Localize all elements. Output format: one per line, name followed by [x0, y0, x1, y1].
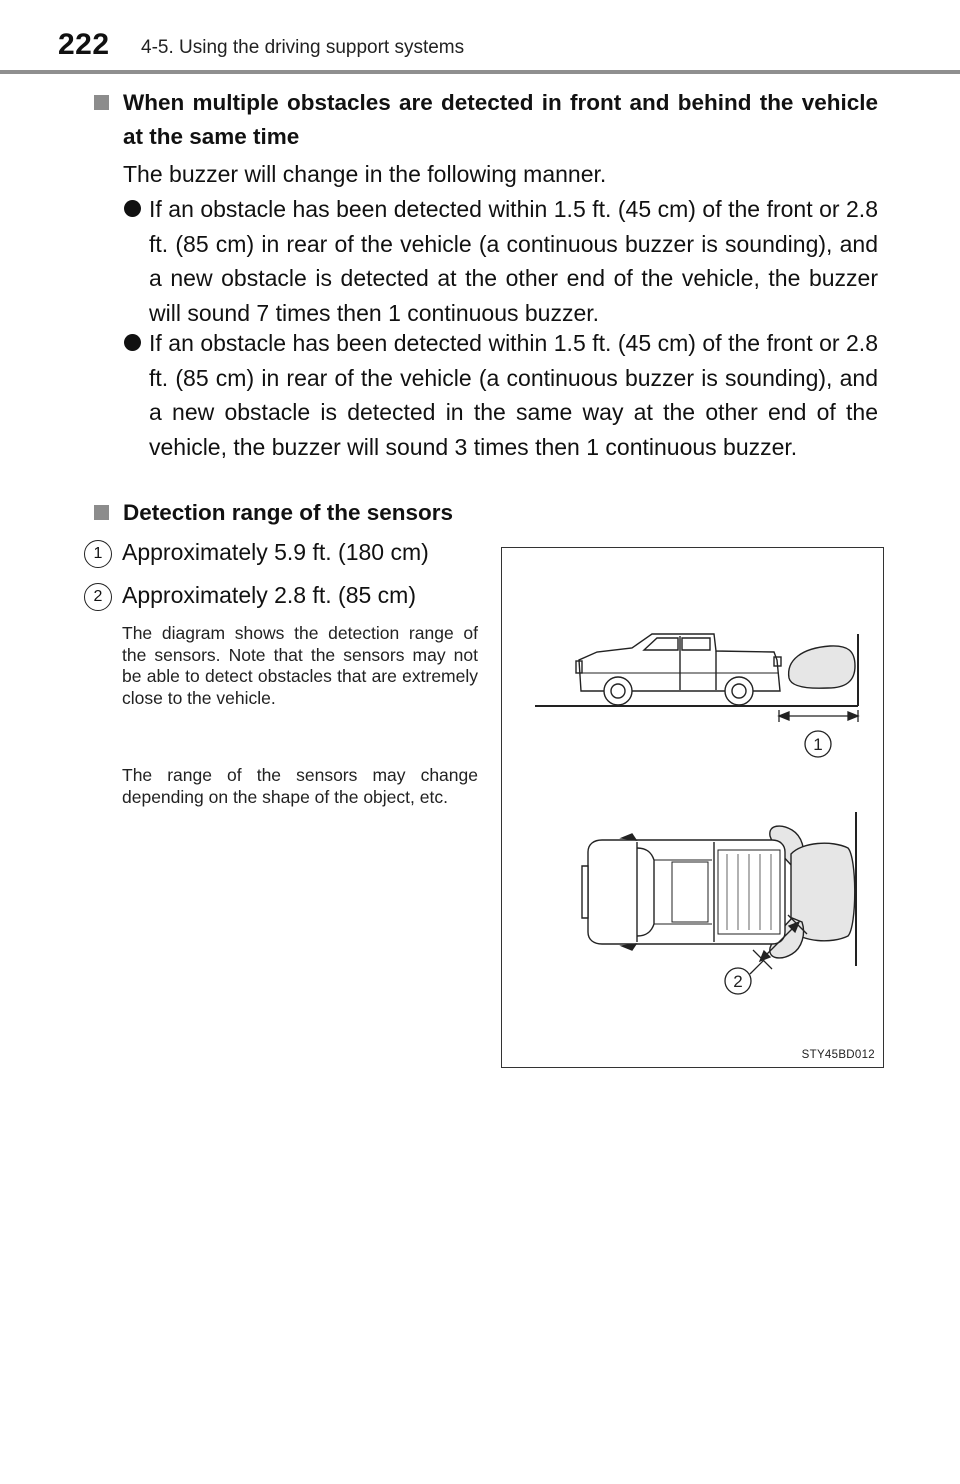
bullet-text: If an obstacle has been detected within 1.5 ft. (45 cm) of the front or 2.8 ft. (85 cm) in rear of the vehicle (a continuous buzzer is sounding), and a new obstacle is detected in the same way at the other end of the vehicle, the buzzer will sound 3 times then 1 continuous buzzer. — [149, 330, 878, 460]
number-badge: 2 — [84, 583, 112, 611]
bullet-item — [124, 192, 878, 330]
round-bullet-icon — [124, 200, 141, 217]
note-text: The range of the sensors may change depending on the shape of the object, etc. — [122, 765, 478, 807]
page-number: 222 — [58, 28, 110, 61]
heading-text: When multiple obstacles are detected in front and behind the vehicle at the same time — [123, 90, 878, 149]
square-bullet-icon — [94, 505, 109, 520]
range-item-2 — [84, 580, 504, 610]
range-text: Approximately 5.9 ft. (180 cm) — [122, 539, 429, 565]
front-wheel — [604, 677, 632, 705]
bullet-text: If an obstacle has been detected within 1.5 ft. (45 cm) of the front or 2.8 ft. (85 cm) in rear of the vehicle (a continuous buzzer is sounding), and a new obstacle is detected at the other end of the vehicle, the buzzer will sound 7 times then 1 continuous buzzer. — [149, 196, 878, 326]
figure-code: STY45BD012 — [801, 1049, 875, 1061]
dimension-1 — [779, 710, 858, 722]
sensor-range-diagram — [501, 547, 884, 1068]
intro-text: The buzzer will change in the following manner. — [123, 161, 607, 187]
range-item-1 — [84, 537, 504, 567]
range-text: Approximately 2.8 ft. (85 cm) — [122, 582, 416, 608]
rear-wheel — [725, 677, 753, 705]
bullet-item — [124, 326, 878, 464]
rear-sensor-lobe — [789, 646, 855, 688]
diagram-drawing — [502, 548, 885, 1069]
heading-multiple-obstacles — [94, 86, 878, 154]
section-title: 4-5. Using the driving support systems — [141, 37, 465, 58]
square-bullet-icon — [94, 95, 109, 110]
number-badge: 1 — [84, 540, 112, 568]
heading-detection-range — [94, 496, 878, 530]
callout-2-label: 2 — [733, 972, 743, 991]
top-view-truck — [582, 834, 785, 950]
callout-1-label: 1 — [813, 735, 823, 754]
heading-text: Detection range of the sensors — [123, 500, 454, 525]
round-bullet-icon — [124, 334, 141, 351]
note-text: The diagram shows the detection range of the sensors. Note that the sensors may not be able to detect obstacles that are extremely close to the vehicle. — [122, 623, 478, 708]
header-rule — [0, 70, 960, 74]
